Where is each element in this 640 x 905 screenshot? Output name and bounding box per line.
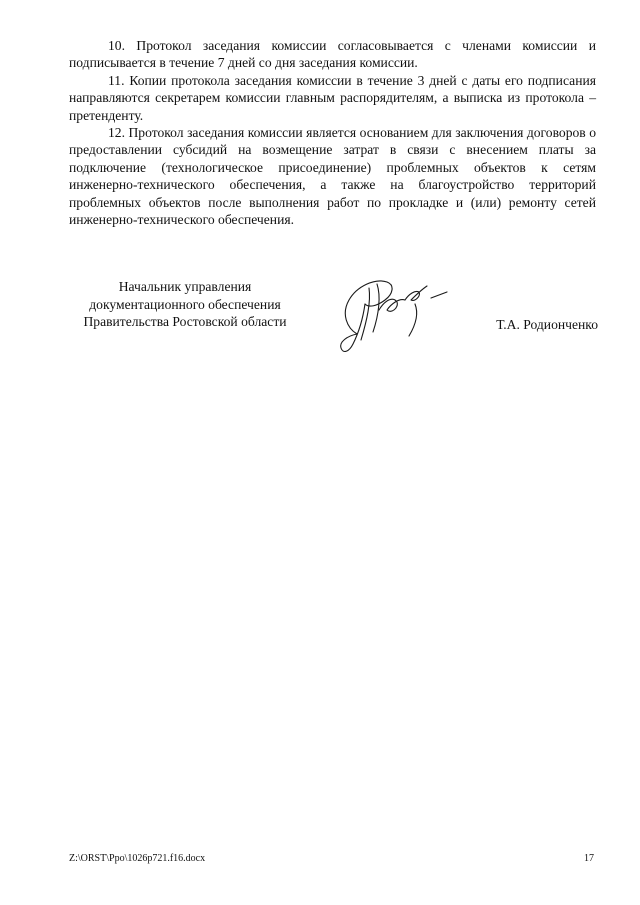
signatory-position-line-3: Правительства Ростовской области (83, 314, 287, 330)
handwritten-signature-icon (335, 270, 455, 358)
paragraph-12: 12. Протокол заседания комиссии является основанием для заключения договоров о предоставлении субсидий на возмещение затрат в связи с внесением платы за подключение (технологическое присоединение) проблемных объектов к сетям инженерно-технического обеспечения, а также на благоустройство территорий проблемных объектов после выполнения работ по прокладке и (или) ремонту сетей инженерно-технического обеспечения. (69, 125, 596, 228)
signature-block (0, 278, 640, 358)
page-number: 17 (584, 853, 594, 864)
signatory-name: Т.А. Родионченко (496, 317, 598, 332)
paragraph-10: 10. Протокол заседания комиссии согласовывается с членами комиссии и подписывается в течение 7 дней со дня заседания комиссии. (69, 38, 596, 71)
signatory-position-line-2: документационного обеспечения (89, 296, 281, 312)
signatory-position-line-1: Начальник управления (118, 279, 252, 294)
signatory-position (61, 278, 309, 331)
document-body (69, 37, 596, 228)
footer-file-path: Z:\ORST\Ppo\1026p721.f16.docx (69, 853, 206, 864)
paragraph-11: 11. Копии протокола заседания комиссии в течение 3 дней с даты его подписания направляются секретарем комиссии главным распорядителям, а выписка из протокола – претенденту. (69, 72, 596, 123)
